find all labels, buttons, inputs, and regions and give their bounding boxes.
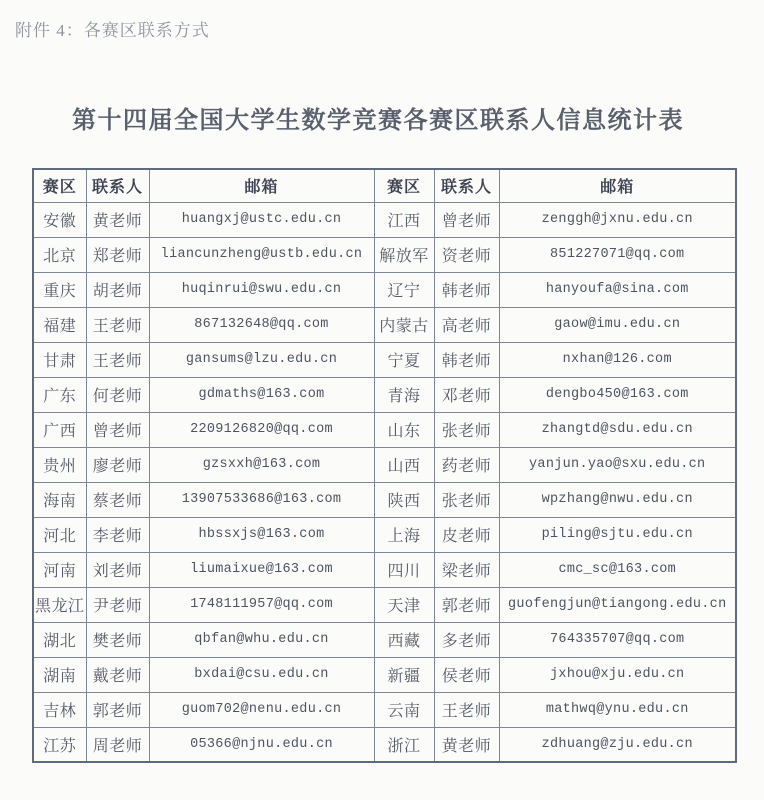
email-cell: 13907533686@163.com xyxy=(149,482,374,517)
email-cell: wpzhang@nwu.edu.cn xyxy=(499,482,736,517)
table-row xyxy=(33,342,736,377)
header-email-right: 邮箱 xyxy=(499,169,736,202)
header-contact-left: 联系人 xyxy=(86,169,149,202)
email-cell: 05366@njnu.edu.cn xyxy=(149,727,374,762)
email-cell: nxhan@126.com xyxy=(499,342,736,377)
table-row xyxy=(33,237,736,272)
email-cell: liumaixue@163.com xyxy=(149,552,374,587)
contact-cell: 王老师 xyxy=(86,307,149,342)
email-cell: 851227071@qq.com xyxy=(499,237,736,272)
contact-cell: 侯老师 xyxy=(434,657,499,692)
zone-cell: 上海 xyxy=(374,517,434,552)
table-row xyxy=(33,272,736,307)
email-cell: jxhou@xju.edu.cn xyxy=(499,657,736,692)
email-cell: huangxj@ustc.edu.cn xyxy=(149,202,374,237)
email-cell: yanjun.yao@sxu.edu.cn xyxy=(499,447,736,482)
zone-cell: 河南 xyxy=(33,552,86,587)
table-row xyxy=(33,517,736,552)
table-row xyxy=(33,622,736,657)
zone-cell: 山东 xyxy=(374,412,434,447)
email-cell: dengbo450@163.com xyxy=(499,377,736,412)
contact-cell: 黄老师 xyxy=(86,202,149,237)
zone-cell: 吉林 xyxy=(33,692,86,727)
header-email-left: 邮箱 xyxy=(149,169,374,202)
email-cell: hbssxjs@163.com xyxy=(149,517,374,552)
contact-cell: 曾老师 xyxy=(86,412,149,447)
table-header xyxy=(33,169,736,202)
email-cell: bxdai@csu.edu.cn xyxy=(149,657,374,692)
contact-cell: 韩老师 xyxy=(434,272,499,307)
contact-cell: 郭老师 xyxy=(86,692,149,727)
zone-cell: 解放军 xyxy=(374,237,434,272)
zone-cell: 辽宁 xyxy=(374,272,434,307)
zone-cell: 贵州 xyxy=(33,447,86,482)
zone-cell: 重庆 xyxy=(33,272,86,307)
table-row xyxy=(33,482,736,517)
email-cell: mathwq@ynu.edu.cn xyxy=(499,692,736,727)
contact-cell: 王老师 xyxy=(434,692,499,727)
contact-cell: 郑老师 xyxy=(86,237,149,272)
email-cell: qbfan@whu.edu.cn xyxy=(149,622,374,657)
email-cell: huqinrui@swu.edu.cn xyxy=(149,272,374,307)
email-cell: zhangtd@sdu.edu.cn xyxy=(499,412,736,447)
zone-cell: 内蒙古 xyxy=(374,307,434,342)
contact-cell: 邓老师 xyxy=(434,377,499,412)
table-row xyxy=(33,692,736,727)
zone-cell: 黑龙江 xyxy=(33,587,86,622)
table-row xyxy=(33,447,736,482)
contact-cell: 高老师 xyxy=(434,307,499,342)
zone-cell: 甘肃 xyxy=(33,342,86,377)
contact-cell: 戴老师 xyxy=(86,657,149,692)
table-row xyxy=(33,552,736,587)
table-row xyxy=(33,377,736,412)
table-body xyxy=(33,202,736,762)
zone-cell: 湖南 xyxy=(33,657,86,692)
contact-cell: 多老师 xyxy=(434,622,499,657)
contact-cell: 刘老师 xyxy=(86,552,149,587)
contact-cell: 廖老师 xyxy=(86,447,149,482)
email-cell: guom702@nenu.edu.cn xyxy=(149,692,374,727)
contact-cell: 蔡老师 xyxy=(86,482,149,517)
table-row xyxy=(33,657,736,692)
email-cell: cmc_sc@163.com xyxy=(499,552,736,587)
page-title: 第十四届全国大学生数学竞赛各赛区联系人信息统计表 xyxy=(72,107,684,134)
attachment-label: 附件 4：各赛区联系方式 xyxy=(15,21,210,40)
contact-cell: 梁老师 xyxy=(434,552,499,587)
zone-cell: 湖北 xyxy=(33,622,86,657)
header-zone-left: 赛区 xyxy=(33,169,86,202)
zone-cell: 新疆 xyxy=(374,657,434,692)
zone-cell: 江苏 xyxy=(33,727,86,762)
contact-cell: 资老师 xyxy=(434,237,499,272)
zone-cell: 海南 xyxy=(33,482,86,517)
email-cell: gansums@lzu.edu.cn xyxy=(149,342,374,377)
email-cell: piling@sjtu.edu.cn xyxy=(499,517,736,552)
table-row xyxy=(33,412,736,447)
email-cell: 1748111957@qq.com xyxy=(149,587,374,622)
table-row xyxy=(33,307,736,342)
email-cell: 2209126820@qq.com xyxy=(149,412,374,447)
email-cell: zdhuang@zju.edu.cn xyxy=(499,727,736,762)
zone-cell: 江西 xyxy=(374,202,434,237)
header-zone-right: 赛区 xyxy=(374,169,434,202)
zone-cell: 安徽 xyxy=(33,202,86,237)
contact-cell: 药老师 xyxy=(434,447,499,482)
zone-cell: 福建 xyxy=(33,307,86,342)
header-contact-right: 联系人 xyxy=(434,169,499,202)
contact-cell: 曾老师 xyxy=(434,202,499,237)
contact-cell: 黄老师 xyxy=(434,727,499,762)
zone-cell: 北京 xyxy=(33,237,86,272)
email-cell: 867132648@qq.com xyxy=(149,307,374,342)
zone-cell: 浙江 xyxy=(374,727,434,762)
zone-cell: 广西 xyxy=(33,412,86,447)
table-row xyxy=(33,587,736,622)
email-cell: gaow@imu.edu.cn xyxy=(499,307,736,342)
contact-cell: 樊老师 xyxy=(86,622,149,657)
email-cell: gzsxxh@163.com xyxy=(149,447,374,482)
contact-cell: 韩老师 xyxy=(434,342,499,377)
zone-cell: 宁夏 xyxy=(374,342,434,377)
contact-cell: 张老师 xyxy=(434,482,499,517)
table-row xyxy=(33,202,736,237)
zone-cell: 青海 xyxy=(374,377,434,412)
zone-cell: 西藏 xyxy=(374,622,434,657)
email-cell: hanyoufa@sina.com xyxy=(499,272,736,307)
contact-cell: 李老师 xyxy=(86,517,149,552)
header-row xyxy=(33,169,736,202)
zone-cell: 云南 xyxy=(374,692,434,727)
email-cell: zenggh@jxnu.edu.cn xyxy=(499,202,736,237)
contact-cell: 周老师 xyxy=(86,727,149,762)
zone-cell: 陕西 xyxy=(374,482,434,517)
zone-cell: 山西 xyxy=(374,447,434,482)
zone-cell: 广东 xyxy=(33,377,86,412)
contact-cell: 何老师 xyxy=(86,377,149,412)
email-cell: gdmaths@163.com xyxy=(149,377,374,412)
contacts-table xyxy=(32,168,737,763)
table-row xyxy=(33,727,736,762)
email-cell: guofengjun@tiangong.edu.cn xyxy=(499,587,736,622)
contact-cell: 王老师 xyxy=(86,342,149,377)
contact-cell: 郭老师 xyxy=(434,587,499,622)
contact-cell: 尹老师 xyxy=(86,587,149,622)
email-cell: 764335707@qq.com xyxy=(499,622,736,657)
email-cell: liancunzheng@ustb.edu.cn xyxy=(149,237,374,272)
zone-cell: 四川 xyxy=(374,552,434,587)
zone-cell: 河北 xyxy=(33,517,86,552)
contact-cell: 张老师 xyxy=(434,412,499,447)
contact-cell: 胡老师 xyxy=(86,272,149,307)
contact-cell: 皮老师 xyxy=(434,517,499,552)
zone-cell: 天津 xyxy=(374,587,434,622)
